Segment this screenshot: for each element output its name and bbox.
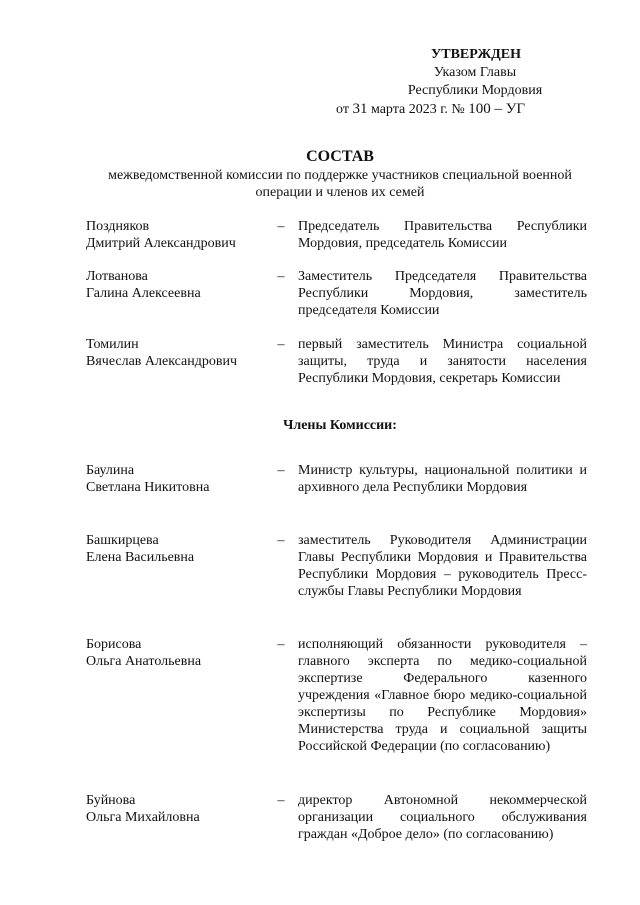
date-prefix: от xyxy=(336,102,349,117)
members-heading: Члены Комиссии: xyxy=(283,418,397,433)
approval-date-line xyxy=(336,100,590,119)
surname: Лотванова xyxy=(86,269,148,284)
dash: – xyxy=(277,533,285,548)
given-names: Ольга Михайловна xyxy=(86,810,200,825)
dash: – xyxy=(277,219,285,234)
approval-title: УТВЕРЖДЕН xyxy=(430,47,522,62)
person-role: директор Автономной некоммерческой организации социального обслуживания граждан «Доброе дело» (по согласованию) xyxy=(298,793,587,842)
person-role: Председатель Правительства Республики Мордовия, председатель Комиссии xyxy=(298,219,587,251)
given-names: Вячеслав Александрович xyxy=(86,354,238,369)
date-day: 31 xyxy=(352,101,368,117)
surname: Томилин xyxy=(86,337,139,352)
surname: Башкирцева xyxy=(86,533,159,548)
document-subtitle: межведомственной комиссии по поддержке участников специальной военной операции и членов их семей xyxy=(108,168,572,200)
person-role: Министр культуры, национальной политики и архивного дела Республики Мордовия xyxy=(298,463,587,495)
approval-line-1: Указом Главы xyxy=(433,65,517,80)
dash: – xyxy=(277,793,285,808)
surname: Буйнова xyxy=(86,793,136,808)
person-name xyxy=(86,792,266,826)
dash: – xyxy=(277,269,285,284)
surname: Поздняков xyxy=(86,219,150,234)
approval-block xyxy=(330,46,590,119)
person-name xyxy=(86,636,266,670)
given-names: Ольга Анатольевна xyxy=(86,654,202,669)
person-role: Заместитель Председателя Правительства Республики Мордовия, заместитель председателя Комиссии xyxy=(298,269,587,318)
approval-line-2: Республики Мордовия xyxy=(407,83,543,98)
dash: – xyxy=(277,463,285,478)
person-name xyxy=(86,462,266,496)
person-role: первый заместитель Министра социальной защиты, труда и занятости населения Республики Мордовия, секретарь Комиссии xyxy=(298,337,587,386)
given-names: Елена Васильевна xyxy=(86,550,195,565)
person-role: исполняющий обязанности руководителя – главного эксперта по медико-социальной экспертизе Федерального казенного учреждения «Главное бюро медико-социальной экспертизы по Республике Мордовия» Министерства труда и социальной защиты Российской Федерации (по согласованию) xyxy=(298,637,587,754)
person-name xyxy=(86,532,266,566)
document-heading xyxy=(80,148,600,201)
document-title: СОСТАВ xyxy=(306,148,374,165)
number-sign: № xyxy=(451,102,465,117)
decree-number: 100 – УГ xyxy=(468,101,526,117)
person-name xyxy=(86,336,266,370)
dash: – xyxy=(277,637,285,652)
person-name xyxy=(86,218,266,252)
surname: Борисова xyxy=(86,637,142,652)
surname: Баулина xyxy=(86,463,135,478)
given-names: Дмитрий Александрович xyxy=(86,236,236,251)
given-names: Светлана Никитовна xyxy=(86,480,210,495)
person-name xyxy=(86,268,266,302)
dash: – xyxy=(277,337,285,352)
given-names: Галина Алексеевна xyxy=(86,286,201,301)
date-month-year: марта 2023 г. xyxy=(370,102,448,117)
person-role: заместитель Руководителя Администрации Главы Республики Мордовия и Правительства Республики Мордовия – руководитель Пресс-службы Главы Республики Мордовия xyxy=(298,533,587,599)
